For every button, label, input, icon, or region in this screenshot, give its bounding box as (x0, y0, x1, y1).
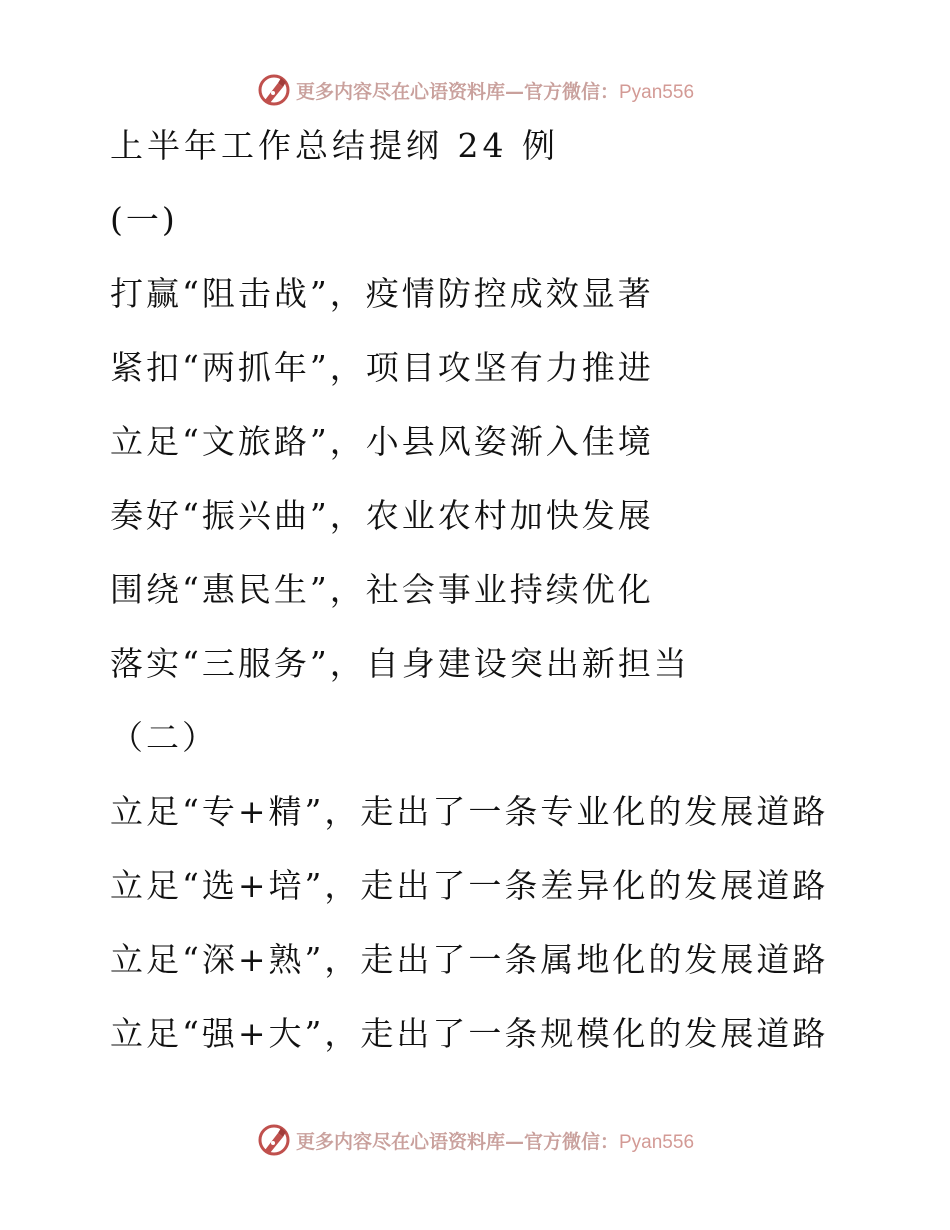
watermark-text: 更多内容尽在心语资料库—官方微信：Pyan556 (295, 80, 695, 103)
watermark-footer (0, 1120, 950, 1160)
document-title: 上半年工作总结提纲 24 例 (110, 126, 559, 165)
outline-item: 打赢“阻击战”，疫情防控成效显著 (110, 274, 654, 313)
pen-logo-icon (256, 1122, 292, 1158)
watermark-header (0, 70, 950, 110)
outline-item: 立足“强+大”，走出了一条规模化的发展道路 (110, 1014, 829, 1053)
outline-item: 落实“三服务”，自身建设突出新担当 (110, 644, 690, 683)
section-heading-2: （二） (110, 718, 218, 757)
outline-item: 立足“深+熟”，走出了一条属地化的发展道路 (110, 940, 829, 979)
outline-item: 立足“专+精”，走出了一条专业化的发展道路 (110, 792, 829, 831)
outline-item: 立足“选+培”，走出了一条差异化的发展道路 (110, 866, 829, 905)
watermark-text: 更多内容尽在心语资料库—官方微信：Pyan556 (295, 1130, 695, 1153)
outline-item: 立足“文旅路”，小县风姿渐入佳境 (110, 422, 654, 461)
pen-logo-icon (256, 72, 292, 108)
section-heading-1: (一) (110, 200, 178, 239)
outline-item: 奏好“振兴曲”，农业农村加快发展 (110, 496, 654, 535)
outline-item: 紧扣“两抓年”，项目攻坚有力推进 (110, 348, 654, 387)
outline-item: 围绕“惠民生”，社会事业持续优化 (110, 570, 654, 609)
